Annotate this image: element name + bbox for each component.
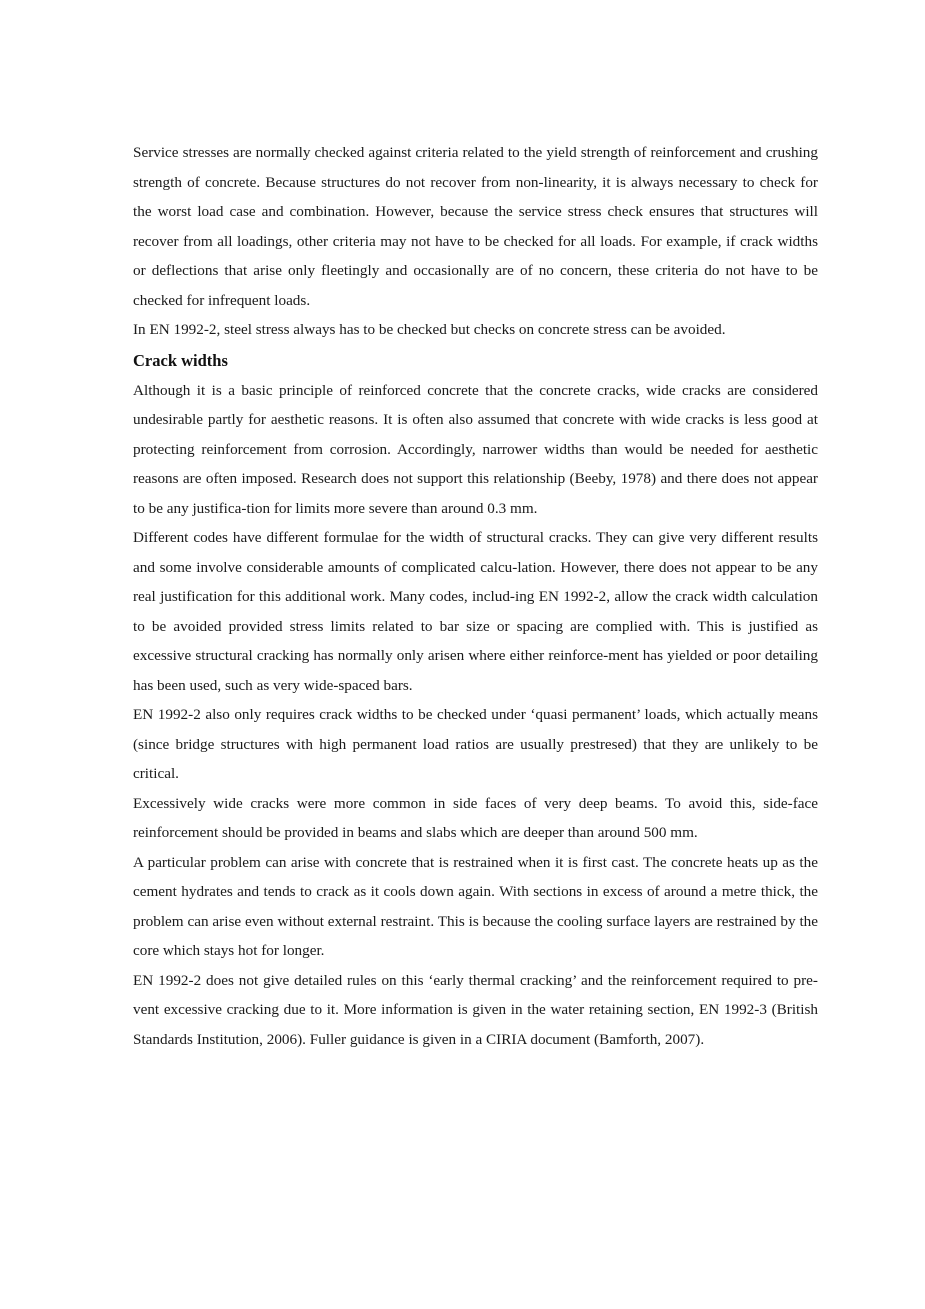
section-heading-crack-widths: Crack widths bbox=[133, 350, 228, 370]
paragraph-crack-formulae: Different codes have different formulae for the width of structural cracks. They can give very different results and some involve considerable amounts of complicated calcu-lation. However, there does not appear to be any real justification for this additional work. Many codes, includ-ing EN 1992-2, allow the crack width calculation to be avoided provided stress limits related to bar size or spacing are complied with. This is justified as excessive structural cracking has normally only arisen where either reinforce-ment has yielded or poor detailing has been used, such as very wide-spaced bars. bbox=[133, 529, 818, 694]
paragraph-early-thermal: EN 1992-2 does not give detailed rules on this ‘early thermal cracking’ and the reinforcement required to pre-vent excessive cracking due to it. More information is given in the water retaining section, EN 1992-3 (British Standards Institution, 2006). Fuller guidance is given in a CIRIA document (Bamforth, 2007). bbox=[133, 971, 818, 1048]
paragraph-restrained-concrete: A particular problem can arise with concrete that is restrained when it is first cast. The concrete heats up as the cement hydrates and tends to crack as it cools down again. With sections in excess of around a metre thick, the problem can arise even without external restraint. This is because the cooling surface layers are restrained by the core which stays hot for longer. bbox=[133, 853, 818, 959]
document-page bbox=[133, 138, 818, 1054]
paragraph-steel-stress: In EN 1992-2, steel stress always has to be checked but checks on concrete stress can be avoided. bbox=[133, 321, 726, 338]
paragraph-service-stresses: Service stresses are normally checked against criteria related to the yield strength of reinforcement and crushing strength of concrete. Because structures do not recover from non-linearity, it is always necessary to check for the worst load case and combination. However, because the service stress check ensures that structures will recover from all loadings, other criteria may not have to be checked for all loads. For example, if crack widths or deflections that arise only fleetingly and occasionally are of no concern, these criteria do not have to be checked for infrequent loads. bbox=[133, 144, 818, 309]
paragraph-quasi-permanent: EN 1992-2 also only requires crack widths to be checked under ‘quasi permanent’ loads, which actually means (since bridge structures with high permanent load ratios are usually prestresed) that they are unlikely to be critical. bbox=[133, 706, 818, 782]
paragraph-wide-cracks: Although it is a basic principle of reinforced concrete that the concrete cracks, wide cracks are considered undesirable partly for aesthetic reasons. It is often also assumed that concrete with wide cracks is less good at protecting reinforcement from corrosion. Accordingly, narrower widths than would be needed for aesthetic reasons are often imposed. Research does not support this relationship (Beeby, 1978) and there does not appear to be any justifica-tion for limits more severe than around 0.3 mm. bbox=[133, 381, 818, 517]
paragraph-side-faces: Excessively wide cracks were more common in side faces of very deep beams. To avoid this, side-face reinforcement should be provided in beams and slabs which are deeper than around 500 mm. bbox=[133, 794, 818, 841]
